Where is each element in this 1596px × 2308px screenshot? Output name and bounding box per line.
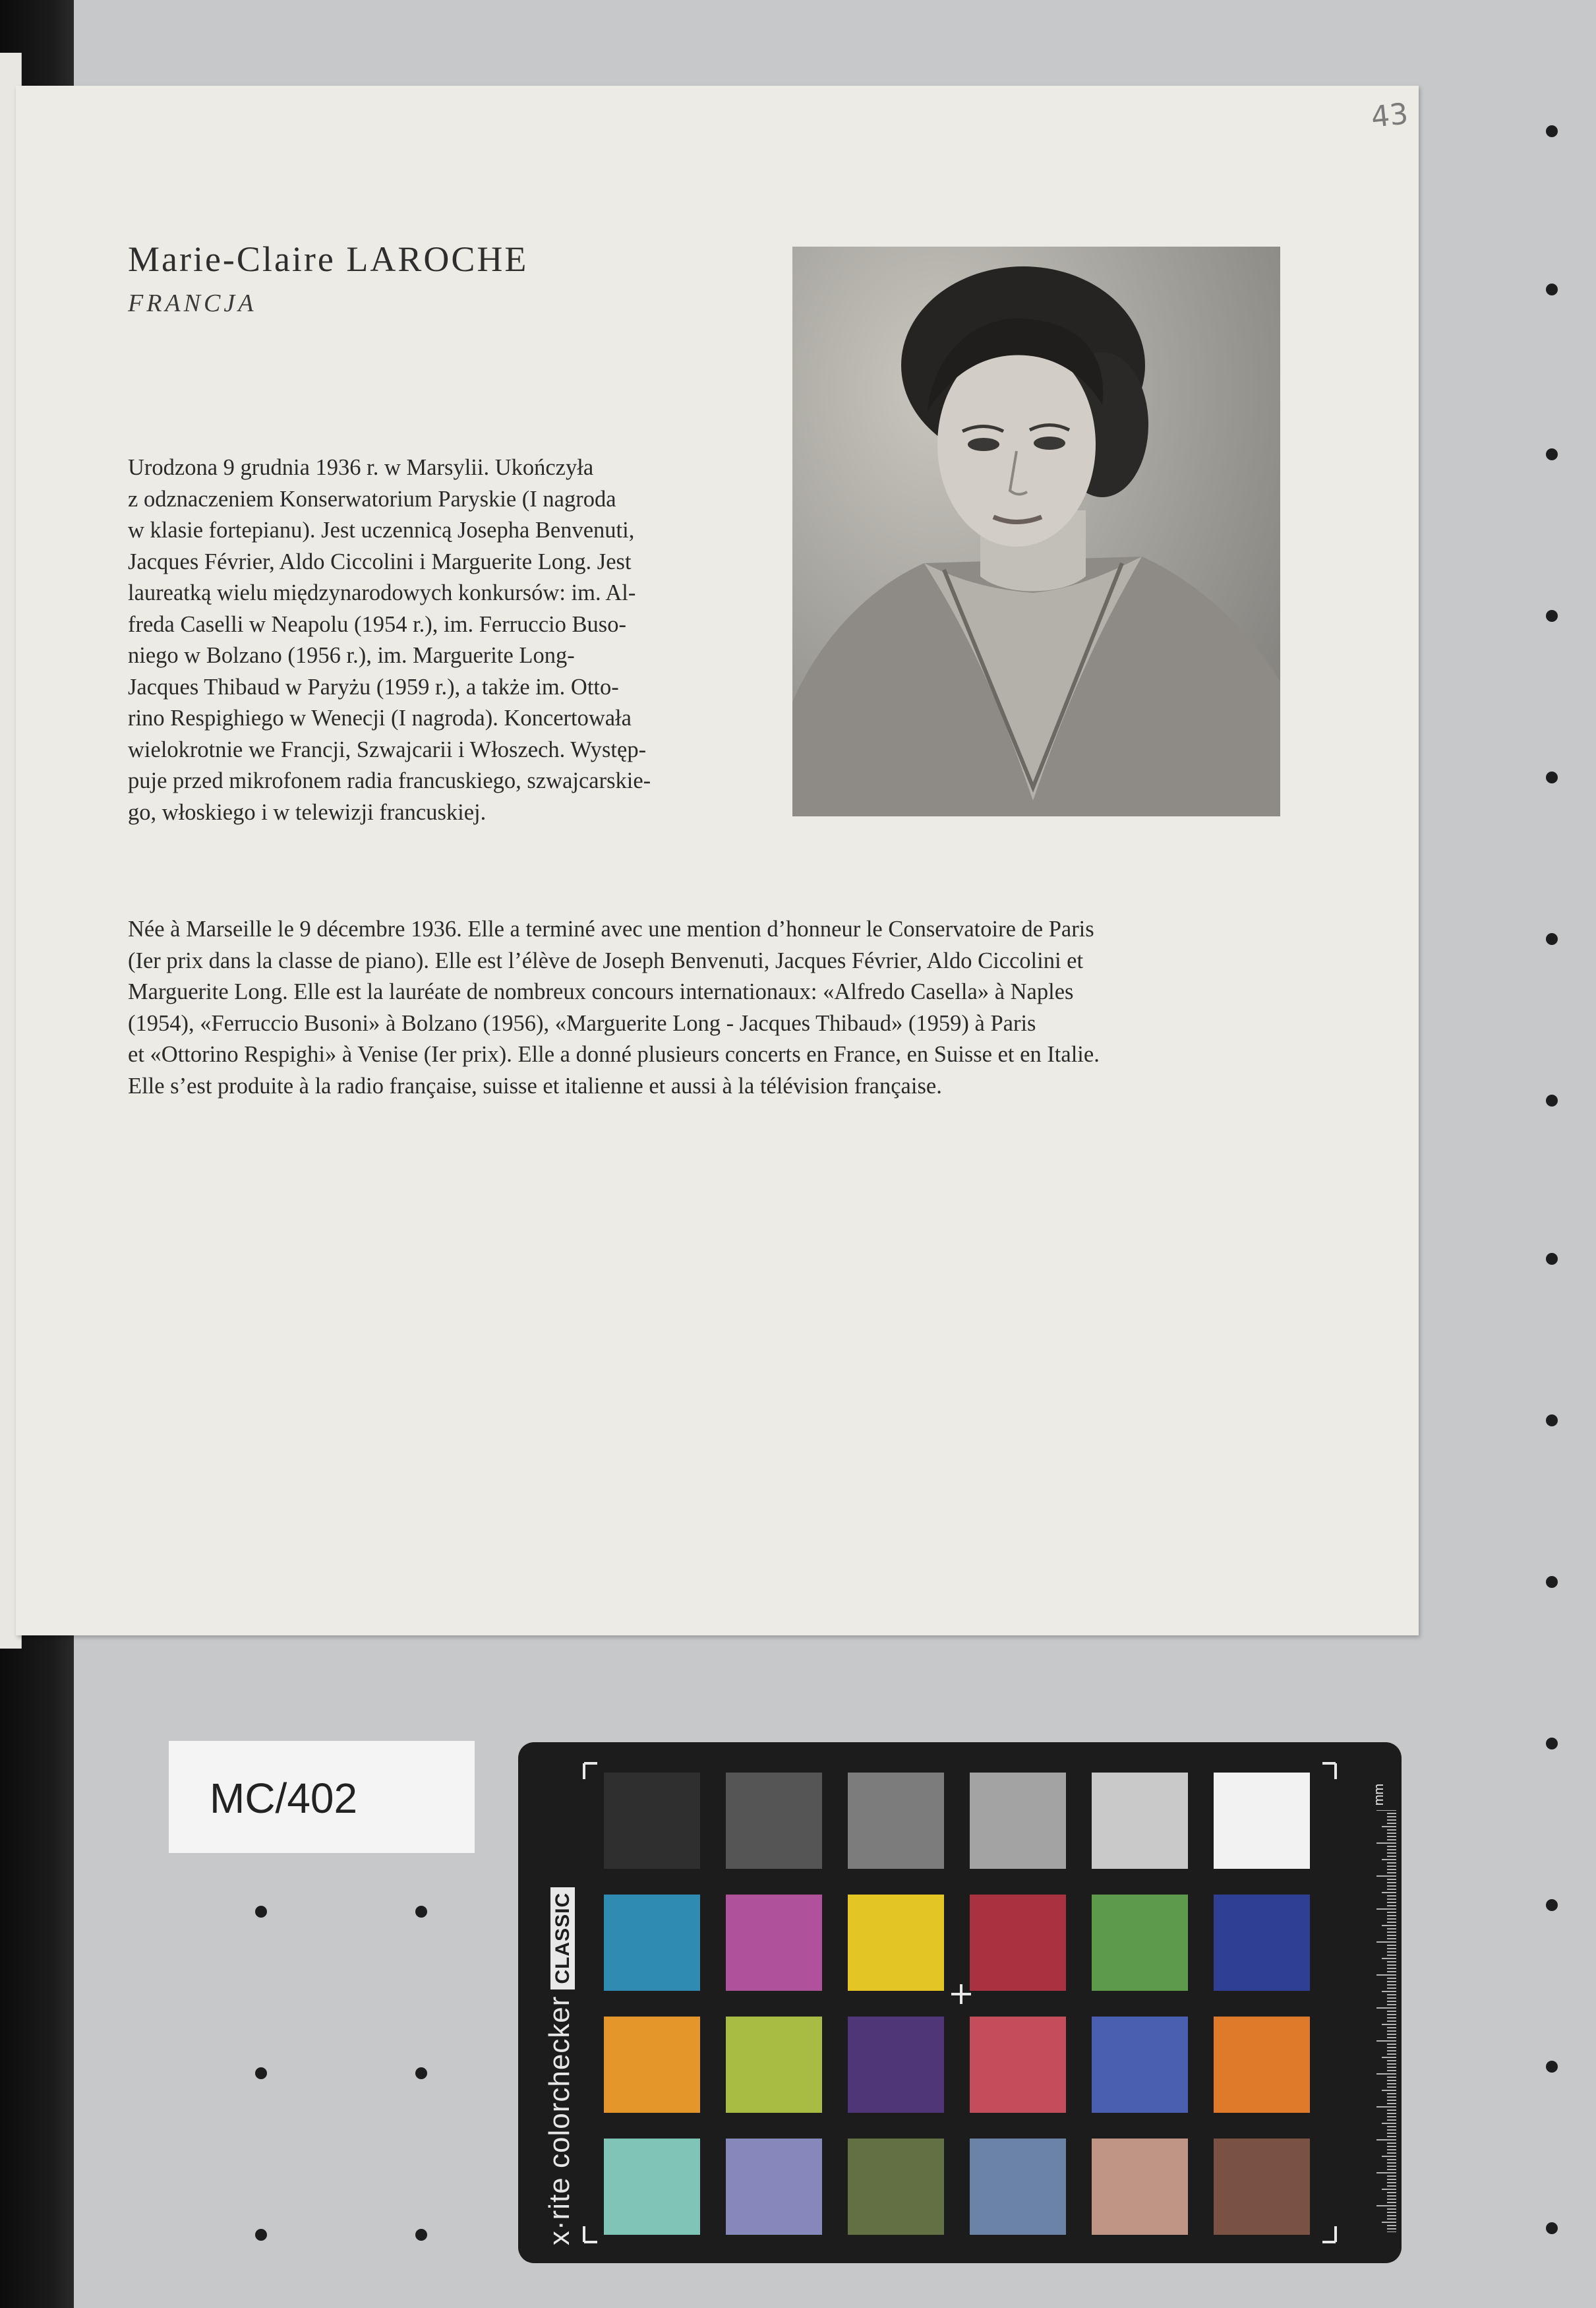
portrait-drawing [792,247,1280,816]
color-swatch [848,1895,944,1991]
color-swatch [848,2139,944,2235]
text-line: (1954), «Ferruccio Busoni» à Bolzano (1956), «Marguerite Long - Jacques Thibaud» (1959) à Paris [128,1010,1036,1036]
perforation-hole [1546,1253,1558,1265]
color-swatch [604,2139,700,2235]
text-line: Marguerite Long. Elle est la lauréate de nombreux concours internationaux: «Alfredo Casella» à Naples [128,979,1074,1004]
text-line: Née à Marseille le 9 décembre 1936. Elle a terminé avec une mention d’honneur le Conservatoire de Paris [128,917,1094,942]
text-line: (Ier prix dans la classe de piano). Elle est l’élève de Joseph Benvenuti, Jacques Février, Aldo Ciccolini et [128,948,1084,973]
text-line: freda Caselli w Neapolu (1954 r.), im. Ferruccio Buso- [128,611,626,637]
color-swatch [848,2017,944,2113]
color-swatch [1214,2017,1310,2113]
color-swatch [726,1895,822,1991]
perforation-hole [1546,1414,1558,1426]
performer-name: Marie-Claire LAROCHE [128,239,529,279]
perforation-hole [1546,448,1558,460]
perforation-hole [255,2067,267,2079]
color-swatch [1214,1895,1310,1991]
page-number: 43 [1369,97,1410,135]
perforation-hole [1546,2222,1558,2234]
color-swatch [1214,2139,1310,2235]
perforation-hole [1546,284,1558,295]
biography-french [128,914,1278,1102]
text-line: Elle s’est produite à la radio française, suisse et italienne et aussi à la télévision française. [128,1073,942,1099]
text-line: laureatką wielu międzynarodowych konkursów: im. Al- [128,580,636,605]
perforation-hole [1546,2061,1558,2073]
text-line: wielokrotnie we Francji, Szwajcarii i Włoszech. Występ- [128,737,647,762]
text-line: niego w Bolzano (1956 r.), im. Marguerite Long- [128,643,575,668]
millimetre-ruler [1370,1810,1396,2232]
biography-polish [128,452,721,828]
text-line: Jacques Thibaud w Paryżu (1959 r.), a także im. Otto- [128,674,619,700]
color-swatch [726,2139,822,2235]
brand-text: x·rite colorchecker [543,1995,576,2245]
text-line: Jacques Février, Aldo Ciccolini i Marguerite Long. Jest [128,549,632,574]
text-line: Urodzona 9 grudnia 1936 r. w Marsylii. Ukończyła [128,455,594,480]
perforation-hole [1546,1095,1558,1107]
perforation-hole [255,2229,267,2241]
color-swatch [726,2017,822,2113]
perforation-hole [415,1906,427,1918]
perforation-hole [255,1906,267,1918]
perforation-hole [1546,610,1558,622]
color-swatch [1092,2017,1188,2113]
ruler-unit-label: mm [1372,1783,1387,1806]
color-swatch [970,1773,1066,1869]
perforation-hole [1546,125,1558,137]
color-swatch [848,1773,944,1869]
color-swatch [970,1895,1066,1991]
perforation-hole [1546,1899,1558,1911]
perforation-hole [1546,933,1558,945]
archive-label-text: MC/402 [210,1775,358,1822]
color-swatch [1092,1773,1188,1869]
colorchecker-brand [543,1887,576,2245]
archive-label [169,1741,475,1853]
perforation-hole [1546,1576,1558,1588]
edition-badge: CLASSIC [550,1887,575,1989]
perforation-hole [1546,772,1558,783]
perforation-hole [415,2067,427,2079]
perforation-hole [415,2229,427,2241]
perforation-hole [1546,1738,1558,1749]
text-line: z odznaczeniem Konserwatorium Paryskie (I nagroda [128,486,616,512]
color-swatch [604,1895,700,1991]
text-line: w klasie fortepianu). Jest uczennicą Josepha Benvenuti, [128,518,635,543]
color-swatch [604,1773,700,1869]
color-swatch [604,2017,700,2113]
text-line: puje przed mikrofonem radia francuskiego, szwajcarskie- [128,768,651,793]
performer-country: FRANCJA [128,289,257,317]
color-swatch [970,2139,1066,2235]
text-line: rino Respighiego w Wenecji (I nagroda). Koncertowała [128,706,632,731]
portrait-photo [792,247,1280,816]
color-swatch [1214,1773,1310,1869]
text-line: go, włoskiego i w telewizji francuskiej. [128,799,487,825]
color-swatch [970,2017,1066,2113]
color-swatch [726,1773,822,1869]
color-swatch [1092,2139,1188,2235]
color-swatch [1092,1895,1188,1991]
text-line: et «Ottorino Respighi» à Venise (Ier prix). Elle a donné plusieurs concerts en France, en Suisse et en Italie. [128,1042,1100,1067]
